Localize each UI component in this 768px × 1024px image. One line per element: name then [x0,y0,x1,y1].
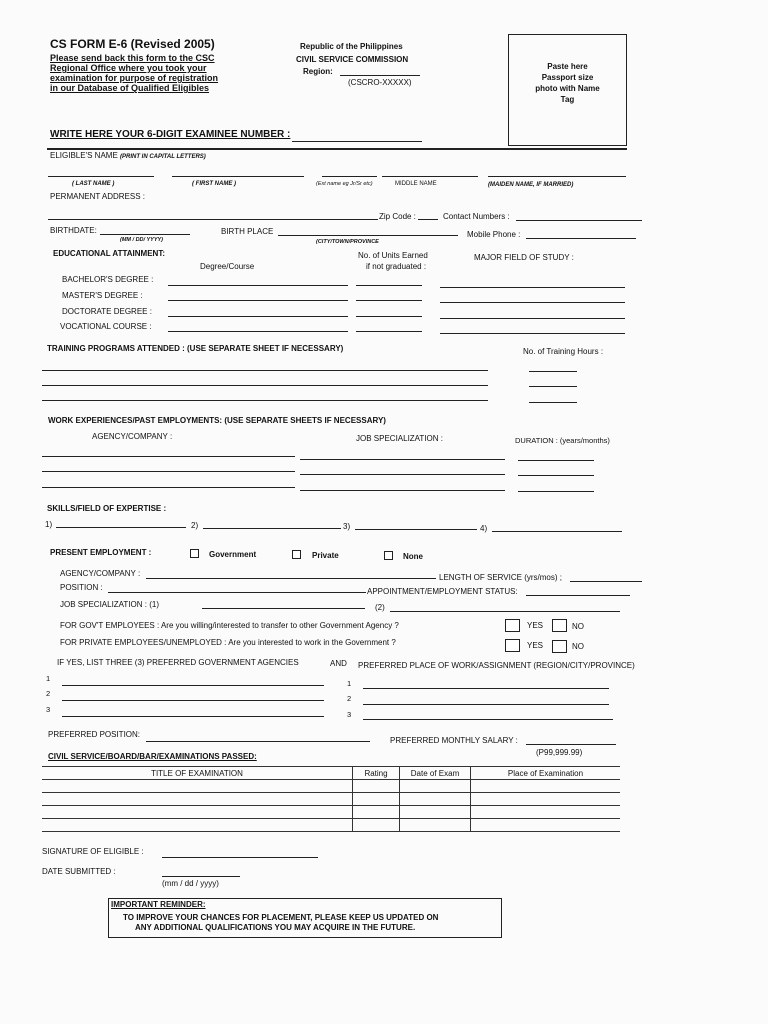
contact-label: Contact Numbers : [443,212,510,221]
exams-header-row [42,767,620,780]
agency-num-1: 1 [46,674,51,683]
bachelor-major-field[interactable] [440,287,625,288]
none-option: None [403,552,423,561]
govt-transfer-yes-checkbox[interactable] [505,619,520,632]
private-work-yes-label: YES [527,641,544,650]
date-submitted-hint: (mm / dd / yyyy) [162,879,219,888]
preferred-and: AND [330,659,347,668]
birthdate-field[interactable] [100,234,190,235]
contact-field[interactable] [516,220,642,221]
region-field[interactable] [340,75,420,76]
work-duration-2[interactable] [518,475,594,476]
skill-field-2[interactable] [203,528,341,529]
doctorate-degree-field[interactable] [168,316,348,317]
present-employment-label: PRESENT EMPLOYMENT : [50,548,152,557]
name-label: ELIGIBLE'S NAME (PRINT IN CAPITAL LETTERS) [50,151,206,160]
private-work-no-label: NO [572,642,584,651]
zip-label: Zip Code : [379,212,416,221]
preferred-agencies-label: IF YES, LIST THREE (3) PREFERRED GOVERNMENT AGENCIES [57,658,299,667]
major-column: MAJOR FIELD OF STUDY : [474,253,574,262]
date-submitted-label: DATE SUBMITTED : [42,867,116,876]
job-spec-num-2: (2) [375,603,385,612]
work-agency-1[interactable] [42,456,295,457]
training-hours-label: No. of Training Hours : [523,347,604,356]
master-major-field[interactable] [440,302,625,303]
mobile-label: Mobile Phone : [467,230,521,239]
skill-num-2: 2) [191,521,199,530]
reminder-title: IMPORTANT REMINDER: [111,900,206,909]
examinee-number-field[interactable] [292,141,422,142]
photo-instructions: Paste here Passport size photo with Name Tag [535,62,600,104]
doctorate-label: DOCTORATE DEGREE : [62,307,152,316]
birthdate-hint: (MM / DD/ YYYY) [120,237,163,243]
preferred-agency-1[interactable] [62,685,324,686]
place-num-2: 2 [347,694,352,703]
maiden-name-caption: (MAIDEN NAME, IF MARRIED) [488,182,574,188]
length-service-label: LENGTH OF SERVICE (yrs/mos) ; [439,573,562,582]
master-label: MASTER'S DEGREE : [62,291,143,300]
present-agency-label: AGENCY/COMPANY : [60,569,141,578]
govt-transfer-question: FOR GOV'T EMPLOYEES : Are you willing/interested to transfer to other Government Agency ? [60,621,399,630]
header-divider [47,148,627,150]
private-work-question: FOR PRIVATE EMPLOYEES/UNEMPLOYED : Are you interested to work in the Government ? [60,638,396,647]
doctorate-units-field[interactable] [356,316,422,317]
important-reminder-box [108,898,502,938]
govt-transfer-no-checkbox[interactable] [552,619,567,632]
preferred-place-label: PREFERRED PLACE OF WORK/ASSIGNMENT (REGION/CITY/PROVINCE) [358,661,635,670]
training-line-3[interactable] [42,400,488,401]
units-column-2: if not graduated : [366,262,427,271]
table-row[interactable] [42,780,620,793]
middle-name-field[interactable] [382,176,478,177]
position-label: POSITION : [60,583,103,592]
bachelor-degree-field[interactable] [168,285,348,286]
cscro-code: (CSCRO-XXXXX) [348,78,412,87]
job-spec-field-2[interactable] [390,611,620,612]
government-checkbox[interactable] [190,549,199,558]
skill-num-3: 3) [343,522,351,531]
signature-label: SIGNATURE OF ELIGIBLE : [42,847,144,856]
preferred-salary-field[interactable] [526,744,616,745]
preferred-salary-label: PREFERRED MONTHLY SALARY : [390,736,518,745]
place-num-3: 3 [347,710,352,719]
skill-num-4: 4) [480,524,488,533]
degree-column: Degree/Course [200,262,255,271]
agency-num-3: 3 [46,705,51,714]
send-back-instructions: Please send back this form to the CSC Regional Office where you took your examination for purpose of registration in our Database of Qualified Eligibles [50,53,219,93]
private-option: Private [312,551,339,560]
commission-heading: CIVIL SERVICE COMMISSION [296,55,409,64]
salary-hint: (P99,999.99) [536,748,583,757]
appointment-field[interactable] [526,595,630,596]
birthplace-field[interactable] [278,235,458,236]
training-line-2[interactable] [42,385,488,386]
govt-transfer-yes-label: YES [527,621,544,630]
none-checkbox[interactable] [384,551,393,560]
photo-box[interactable] [508,34,627,146]
education-label: EDUCATIONAL ATTAINMENT: [53,249,165,258]
last-name-caption: ( LAST NAME ) [72,181,115,187]
table-row[interactable] [42,819,620,832]
preferred-place-2[interactable] [363,704,609,705]
vocational-units-field[interactable] [356,331,422,332]
republic-heading: Republic of the Philippines [300,42,403,51]
form-code: CS FORM E-6 (Revised 2005) [50,37,215,51]
region-label: Region: [303,67,333,76]
work-spec-1[interactable] [300,459,505,460]
present-agency-field[interactable] [146,578,436,579]
preferred-position-field[interactable] [146,741,370,742]
birthplace-label: BIRTH PLACE [221,227,274,236]
bachelor-units-field[interactable] [356,285,422,286]
private-work-yes-checkbox[interactable] [505,639,520,652]
skills-label: SKILLS/FIELD OF EXPERTISE : [47,504,167,513]
skill-num-1: 1) [45,520,53,529]
work-duration-1[interactable] [518,460,594,461]
work-spec-3[interactable] [300,490,505,491]
zip-field[interactable] [418,219,438,220]
signature-field[interactable] [162,857,318,858]
job-spec-label: JOB SPECIALIZATION : (1) [60,600,159,609]
work-duration-column: DURATION : (years/months) [515,436,610,445]
place-num-1: 1 [347,679,352,688]
reminder-line-1: TO IMPROVE YOUR CHANCES FOR PLACEMENT, PLEASE KEEP US UPDATED ON [123,913,439,922]
bachelor-label: BACHELOR'S DEGREE : [62,275,154,284]
vocational-degree-field[interactable] [168,331,348,332]
work-spec-column: JOB SPECIALIZATION : [356,434,443,443]
exam-date-header: Date of Exam [400,767,471,780]
agency-num-2: 2 [46,689,51,698]
skill-field-4[interactable] [492,531,622,532]
birthdate-label: BIRTHDATE: [50,226,97,235]
examinee-number-label: WRITE HERE YOUR 6-DIGIT EXAMINEE NUMBER : [50,129,291,140]
length-service-field[interactable] [570,581,642,582]
work-agency-2[interactable] [42,471,295,472]
birthplace-hint: (CITY/TOWN/PROVINCE [316,239,379,245]
training-hours-2[interactable] [529,386,577,387]
last-name-field[interactable] [48,176,154,177]
first-name-field[interactable] [172,176,304,177]
vocational-label: VOCATIONAL COURSE : [60,322,152,331]
private-checkbox[interactable] [292,550,301,559]
mobile-field[interactable] [526,238,636,239]
preferred-agency-3[interactable] [62,716,324,717]
ext-name-caption: (Ext name eg Jr/Sr etc) [316,181,373,187]
address-label: PERMANENT ADDRESS : [50,192,145,201]
government-option: Government [209,550,257,559]
appointment-label: APPOINTMENT/EMPLOYMENT STATUS: [367,587,518,596]
middle-name-caption: MIDDLE NAME [395,181,437,187]
date-submitted-field[interactable] [162,876,240,877]
ext-name-field[interactable] [322,176,377,177]
doctorate-major-field[interactable] [440,318,625,319]
work-agency-3[interactable] [42,487,295,488]
preferred-place-1[interactable] [363,688,609,689]
first-name-caption: ( FIRST NAME ) [192,181,236,187]
preferred-position-label: PREFERRED POSITION: [48,730,141,739]
position-field[interactable] [108,592,366,593]
address-field[interactable] [48,219,378,220]
work-label: WORK EXPERIENCES/PAST EMPLOYMENTS: (USE SEPARATE SHEETS IF NECESSARY) [48,416,386,425]
work-agency-column: AGENCY/COMPANY : [92,432,173,441]
preferred-place-3[interactable] [363,719,613,720]
govt-transfer-no-label: NO [572,622,584,631]
exam-title-header: TITLE OF EXAMINATION [42,767,353,780]
master-units-field[interactable] [356,300,422,301]
preferred-agency-2[interactable] [62,700,324,701]
exams-label: CIVIL SERVICE/BOARD/BAR/EXAMINATIONS PASSED: [48,752,257,761]
exams-table [42,766,620,832]
training-hours-3[interactable] [529,402,577,403]
reminder-line-2: ANY ADDITIONAL QUALIFICATIONS YOU MAY ACQUIRE IN THE FUTURE. [135,923,416,932]
units-column: No. of Units Earned [358,251,428,260]
work-duration-3[interactable] [518,491,594,492]
private-work-no-checkbox[interactable] [552,640,567,653]
skill-field-1[interactable] [56,527,186,528]
table-row[interactable] [42,806,620,819]
exam-place-header: Place of Examination [471,767,621,780]
table-row[interactable] [42,793,620,806]
exam-rating-header: Rating [353,767,400,780]
training-label: TRAINING PROGRAMS ATTENDED : (USE SEPARATE SHEET IF NECESSARY) [47,344,344,353]
vocational-major-field[interactable] [440,333,625,334]
training-line-1[interactable] [42,370,488,371]
skill-field-3[interactable] [355,529,477,530]
master-degree-field[interactable] [168,300,348,301]
training-hours-1[interactable] [529,371,577,372]
job-spec-field-1[interactable] [202,608,365,609]
maiden-name-field[interactable] [488,176,626,177]
work-spec-2[interactable] [300,474,505,475]
